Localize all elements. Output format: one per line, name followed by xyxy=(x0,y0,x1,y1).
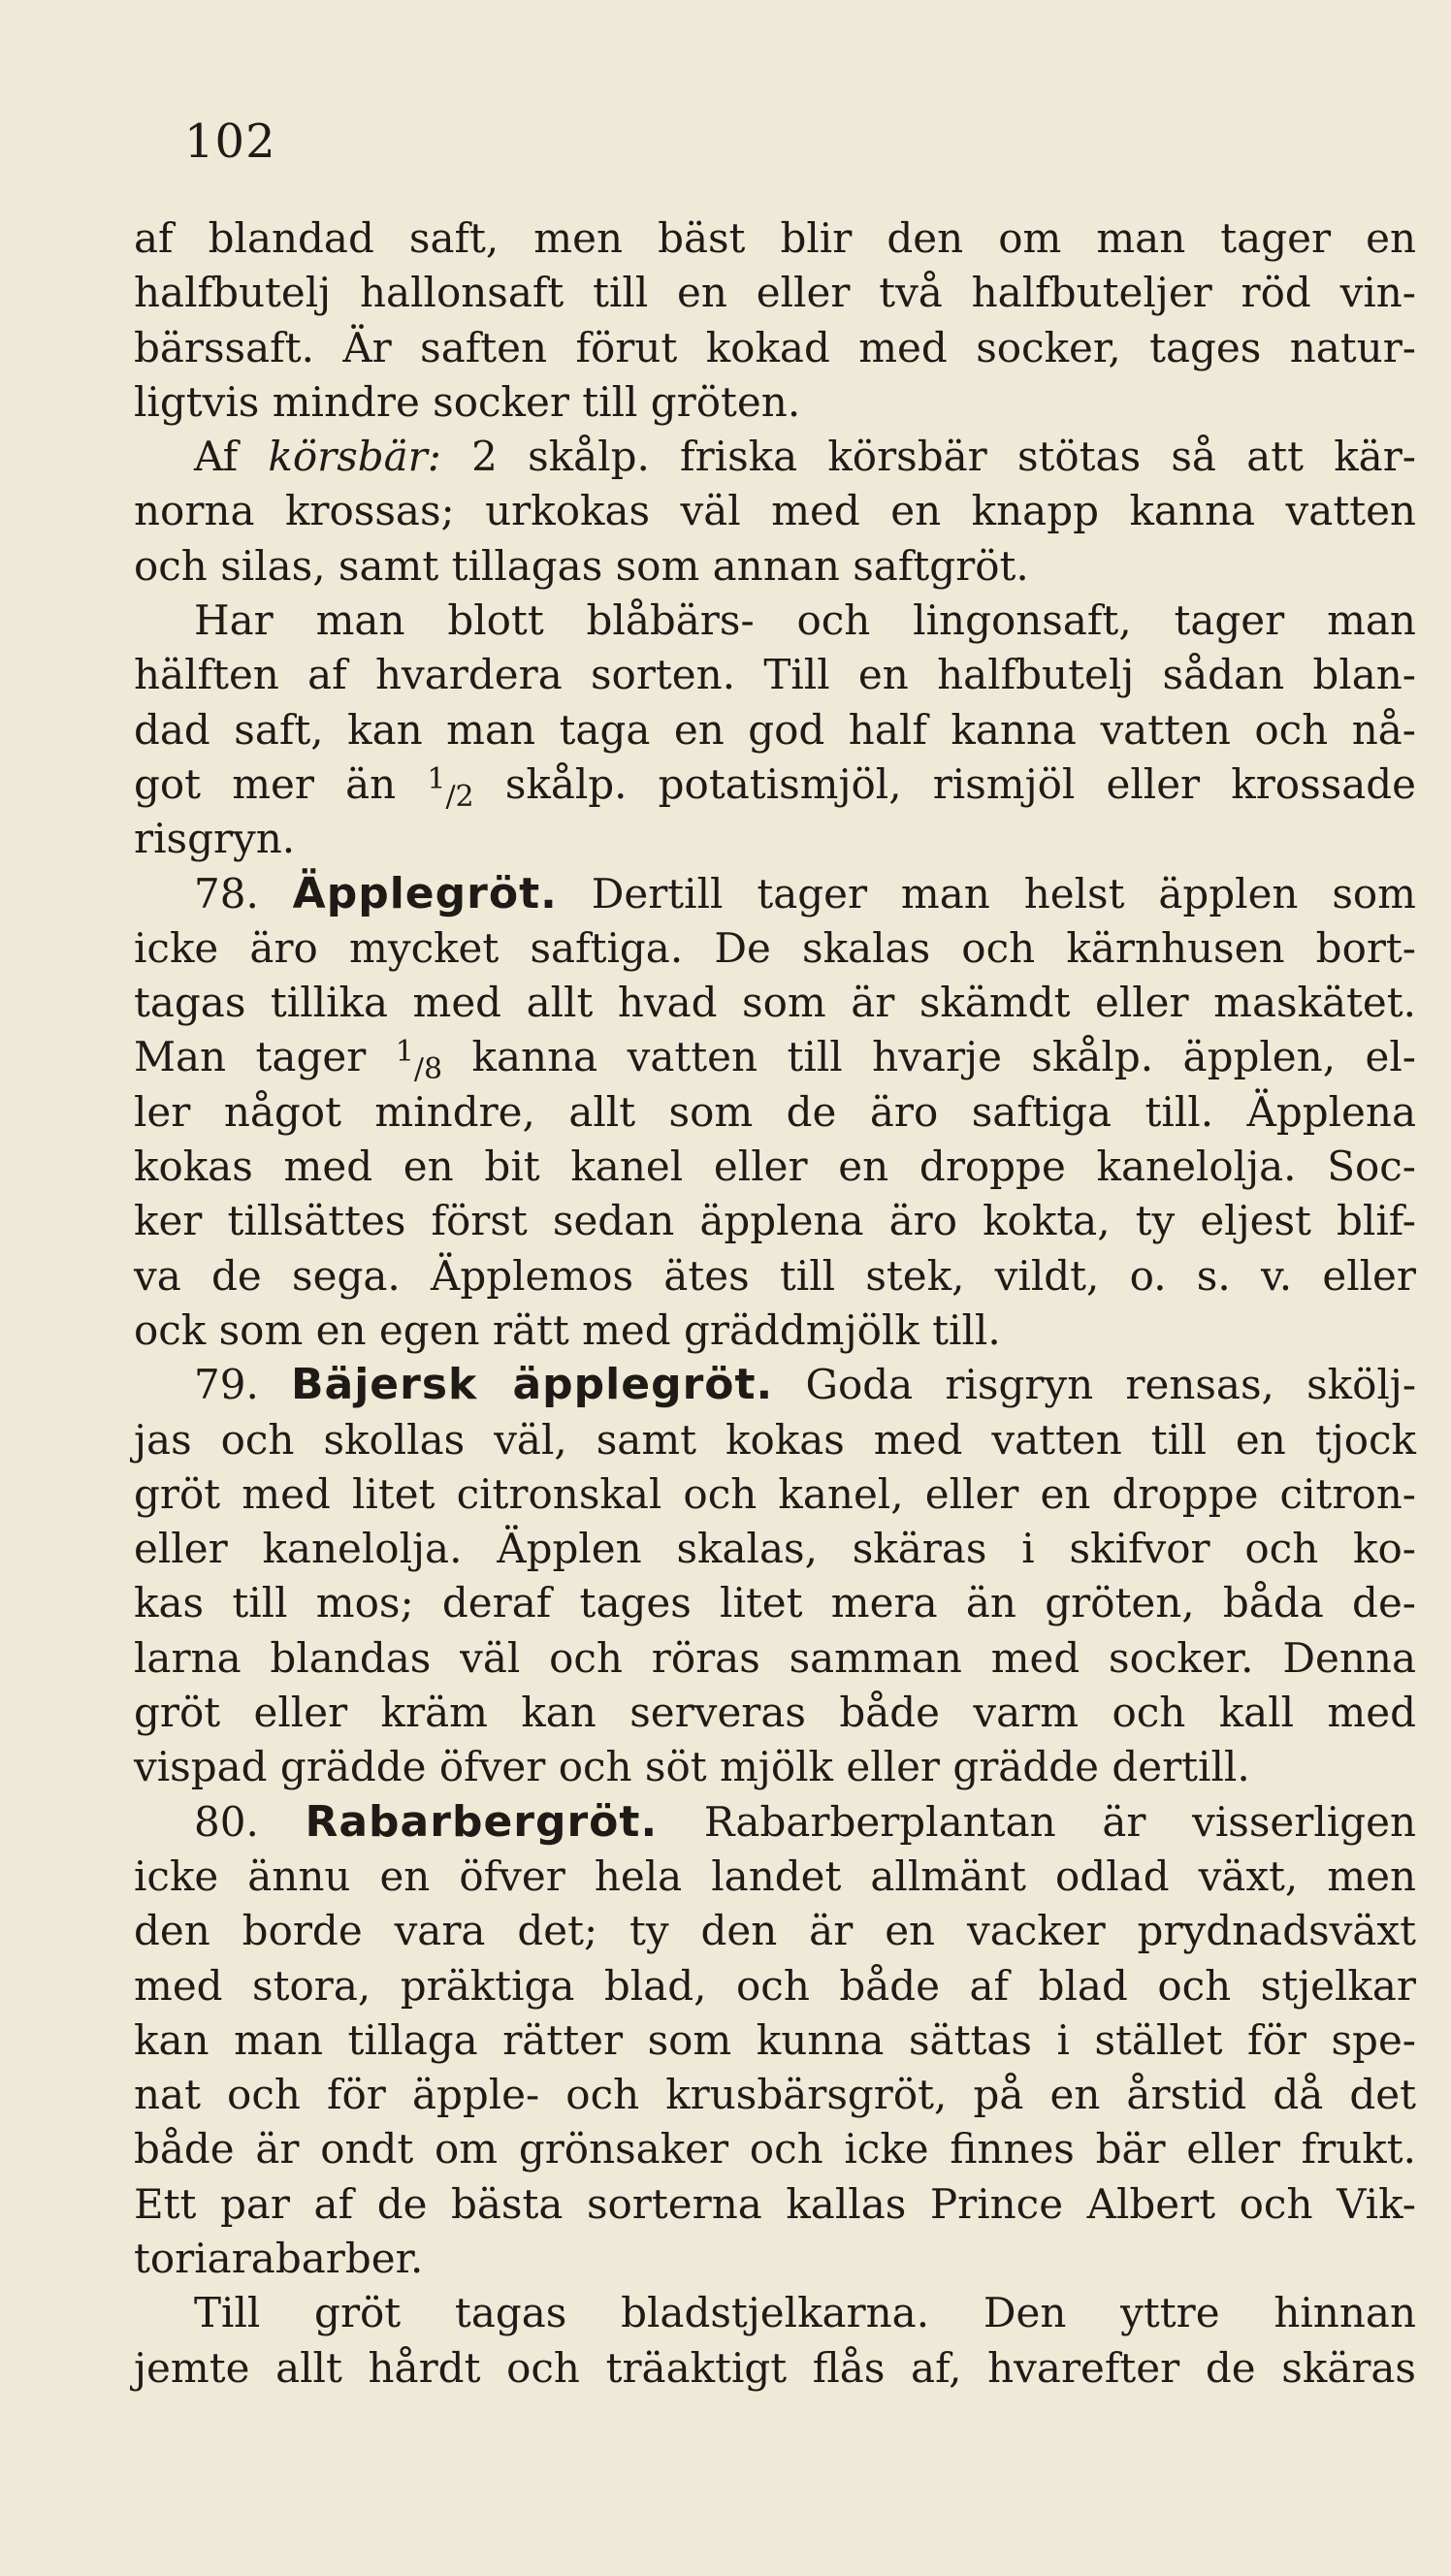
text-line: vispad grädde öfver och söt mjölk eller grädde dertill. xyxy=(134,1743,1250,1791)
fraction-denominator: /8 xyxy=(413,1052,443,1087)
word-af: Af xyxy=(194,433,239,481)
text-line: Har man blott blåbärs- och lingonsaft, tager man xyxy=(194,596,1416,645)
text-line: eller kanelolja. Äpplen skalas, skäras i skifvor och ko- xyxy=(134,1525,1416,1573)
text-line: va de sega. Äpplemos ätes till stek, vildt, o. s. v. eller xyxy=(134,1251,1416,1300)
text-line: gröt eller kräm kan serveras både varm och kall med xyxy=(134,1689,1416,1737)
text-line: icke ännu en öfver hela landet allmänt odlad växt, men xyxy=(134,1852,1416,1900)
recipe-number: 78. xyxy=(194,869,259,918)
text-line: ker tillsättes först sedan äpplena äro kokta, ty eljest blif- xyxy=(134,1197,1416,1245)
text-line: kan man tillaga rätter som kunna sättas i stället för spe- xyxy=(134,2015,1416,2064)
recipe-title: Rabarbergröt. xyxy=(305,1796,659,1847)
text-line: ler något mindre, allt som de äro saftiga till. Äpplena xyxy=(134,1087,1416,1136)
recipe-title: Äpplegröt. xyxy=(292,868,558,918)
text-line: och silas, samt tillagas som annan saftgröt. xyxy=(134,541,1029,590)
body-text xyxy=(134,211,1416,2396)
text-line-half-fraction xyxy=(134,757,1416,812)
fraction-numerator: 1 xyxy=(427,761,446,796)
recipe-80-heading-line xyxy=(134,1795,1416,1850)
text-line: med stora, präktiga blad, och både af blad och stjelkar xyxy=(134,1961,1416,2010)
text-line: toriarabarber. xyxy=(134,2234,424,2282)
text-line: larna blandas väl och röras samman med socker. Denna xyxy=(134,1633,1416,1682)
text-line-eighth-fraction xyxy=(134,1030,1416,1087)
text-line: gröt med litet citronskal och kanel, eller en droppe citron- xyxy=(134,1469,1416,1518)
page-number: 102 xyxy=(184,114,276,169)
text-line: icke äro mycket saftiga. De skalas och kärnhusen bort- xyxy=(134,923,1416,972)
recipe-text: Goda risgryn rensas, skölj- xyxy=(805,1361,1417,1409)
recipe-title: Bäjersk äpplegröt. xyxy=(291,1360,774,1410)
recipe-text: Dertill tager man helst äpplen som xyxy=(591,869,1417,918)
text-line: ock som en egen rätt med gräddmjölk till. xyxy=(134,1305,1001,1354)
text-line: tagas tillika med allt hvad som är skämdt eller maskätet. xyxy=(134,979,1416,1027)
text-line: dad saft, kan man taga en god half kanna vatten och nå- xyxy=(134,705,1416,754)
recipe-79-heading-line xyxy=(134,1358,1416,1412)
line-start: Man tager xyxy=(134,1033,367,1081)
text-line: jemte allt hårdt och träaktigt flås af, hvarefter de skäras xyxy=(134,2343,1416,2392)
fraction-denominator: /2 xyxy=(445,779,474,814)
recipe-text: Rabarberplantan är visserligen xyxy=(703,1797,1416,1846)
text-line: jas och skollas väl, samt kokas med vatten till en tjock xyxy=(134,1415,1416,1464)
text-line: risgryn. xyxy=(134,815,296,863)
text-line: af blandad saft, men bäst blir den om man tager en xyxy=(134,214,1416,262)
recipe-78-heading-line xyxy=(134,867,1416,921)
korsbar-label: körsbär: xyxy=(268,433,441,481)
text-line: Till gröt tagas bladstjelkarna. Den yttre hinnan xyxy=(194,2289,1416,2337)
text-line: halfbutelj hallonsaft till en eller två halfbuteljer röd vin- xyxy=(134,269,1416,317)
text-line: hälften af hvardera sorten. Till en halfbutelj sådan blan- xyxy=(134,651,1416,699)
text-line-korsbar xyxy=(134,430,1416,484)
text-line: nat och för äpple- och krusbärsgröt, på en årstid då det xyxy=(134,2071,1416,2119)
line-rest: skålp. potatismjöl, rismjöl eller krossade xyxy=(504,759,1416,808)
text-line: bärssaft. Är saften förut kokad med socker, tages natur- xyxy=(134,323,1416,371)
recipe-number: 79. xyxy=(194,1361,259,1409)
recipe-number: 80. xyxy=(194,1797,259,1846)
fraction-numerator: 1 xyxy=(395,1035,414,1070)
text-line: ligtvis mindre socker till gröten. xyxy=(134,377,801,426)
text-line: kokas med en bit kanel eller en droppe kanelolja. Soc- xyxy=(134,1143,1416,1191)
text-line: den borde vara det; ty den är en vacker prydnadsväxt xyxy=(134,1907,1416,1955)
korsbar-text: 2 skålp. friska körsbär stötas så att kär- xyxy=(471,433,1416,481)
fraction-half xyxy=(427,760,474,814)
line-start: got mer än xyxy=(134,759,397,808)
line-rest: kanna vatten till hvarje skålp. äpplen, el- xyxy=(471,1033,1416,1081)
text-line: kas till mos; deraf tages litet mera än gröten, båda de- xyxy=(134,1579,1416,1627)
fraction-eighth xyxy=(395,1033,443,1087)
text-line: Ett par af de bästa sorterna kallas Prince Albert och Vik- xyxy=(134,2179,1416,2228)
text-line: både är ondt om grönsaker och icke finnes bär eller frukt. xyxy=(134,2125,1416,2174)
text-line: norna krossas; urkokas väl med en knapp kanna vatten xyxy=(134,487,1416,535)
